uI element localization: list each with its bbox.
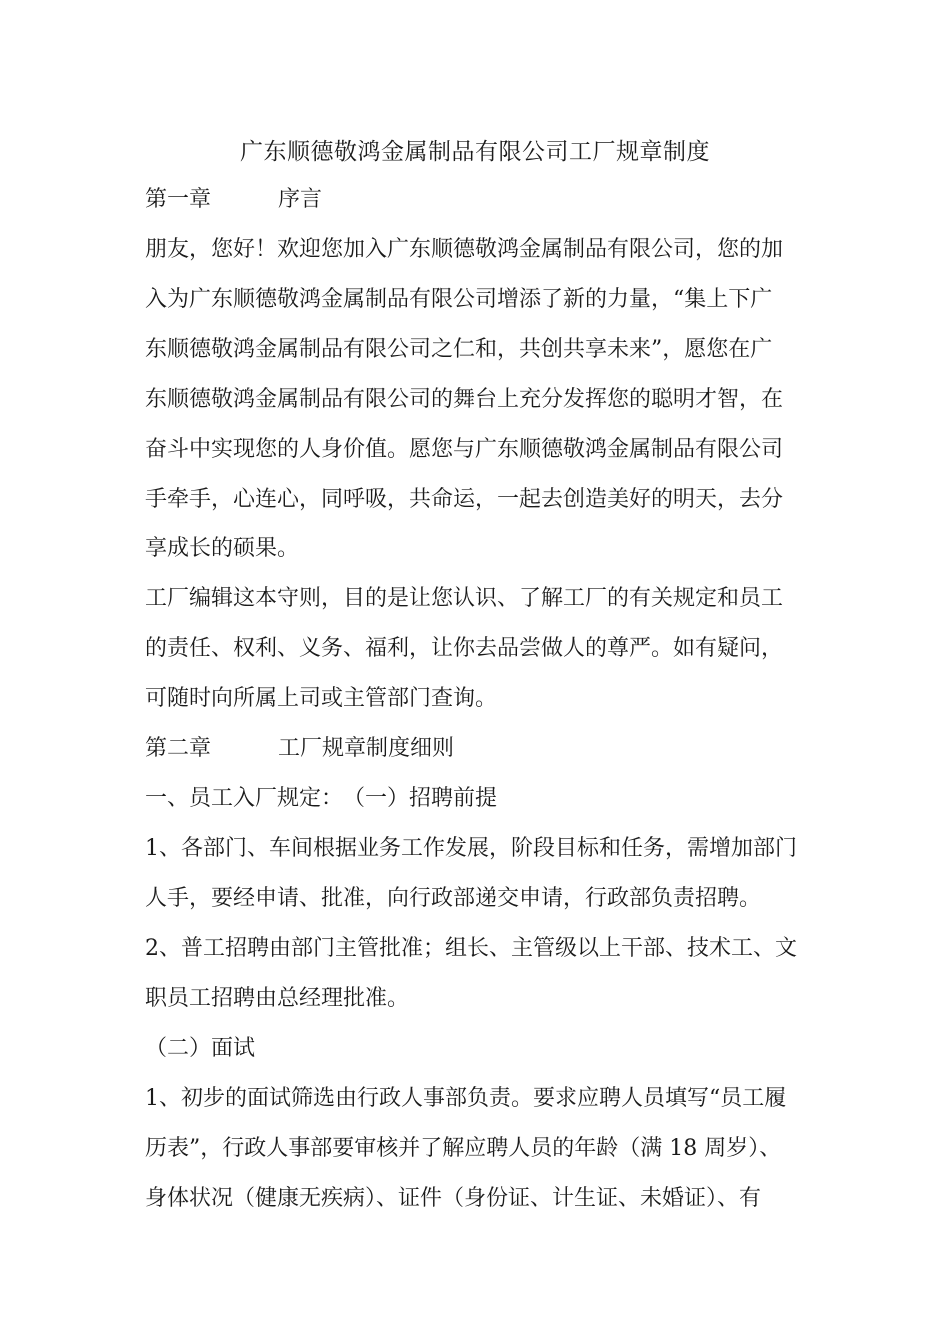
chapter-2-name: 工厂规章制度细则 bbox=[278, 736, 455, 761]
purpose-line: 可随时向所属上司或主管部门查询。 bbox=[145, 686, 498, 711]
purpose-line: 的责任、权利、义务、福利，让你去品尝做人的尊严。如有疑问， bbox=[145, 636, 784, 661]
interview-line: 1、初步的面试筛选由行政人事部负责。要求应聘人员填写“员工履 bbox=[145, 1086, 787, 1111]
intro-line: 东顺德敬鸿金属制品有限公司之仁和，共创共享未来”，愿您在广 bbox=[145, 337, 773, 362]
intro-line: 手牵手，心连心，同呼吸，共命运，一起去创造美好的明天，去分 bbox=[145, 487, 784, 512]
intro-line: 东顺德敬鸿金属制品有限公司的舞台上充分发挥您的聪明才智，在 bbox=[145, 387, 784, 412]
recruit-line: 人手，要经申请、批准，向行政部递交申请，行政部负责招聘。 bbox=[145, 886, 762, 911]
recruit-line: 职员工招聘由总经理批准。 bbox=[145, 986, 410, 1011]
section-1-heading: 一、员工入厂规定： （一）招聘前提 bbox=[145, 786, 498, 811]
chapter-1-name: 序言 bbox=[278, 187, 323, 212]
interview-line: 身体状况（健康无疾病）、证件（身份证、计生证、未婚证）、有 bbox=[145, 1186, 762, 1211]
chapter-1-heading bbox=[145, 182, 817, 218]
intro-line: 享成长的硕果。 bbox=[145, 536, 300, 561]
chapter-1-number: 第一章 bbox=[145, 187, 212, 212]
interview-heading: （二）面试 bbox=[145, 1036, 256, 1061]
recruit-line: 2、普工招聘由部门主管批准；组长、主管级以上干部、技术工、文 bbox=[145, 936, 797, 961]
intro-line: 奋斗中实现您的人身价值。愿您与广东顺德敬鸿金属制品有限公司 bbox=[145, 437, 784, 462]
purpose-line: 工厂编辑这本守则，目的是让您认识、了解工厂的有关规定和员工 bbox=[145, 586, 784, 611]
chapter-2-number: 第二章 bbox=[145, 736, 212, 761]
chapter-2-heading bbox=[145, 731, 817, 767]
interview-line: 历表”，行政人事部要审核并了解应聘人员的年龄（满 18 周岁）、 bbox=[145, 1136, 782, 1161]
intro-line: 入为广东顺德敬鸿金属制品有限公司增添了新的力量，“集上下广 bbox=[145, 287, 773, 312]
intro-line: 朋友，您好！欢迎您加入广东顺德敬鸿金属制品有限公司，您的加 bbox=[145, 237, 784, 262]
recruit-line: 1、各部门、车间根据业务工作发展，阶段目标和任务，需增加部门 bbox=[145, 836, 797, 861]
document-title: 广东顺德敬鸿金属制品有限公司工厂规章制度 bbox=[240, 139, 710, 165]
